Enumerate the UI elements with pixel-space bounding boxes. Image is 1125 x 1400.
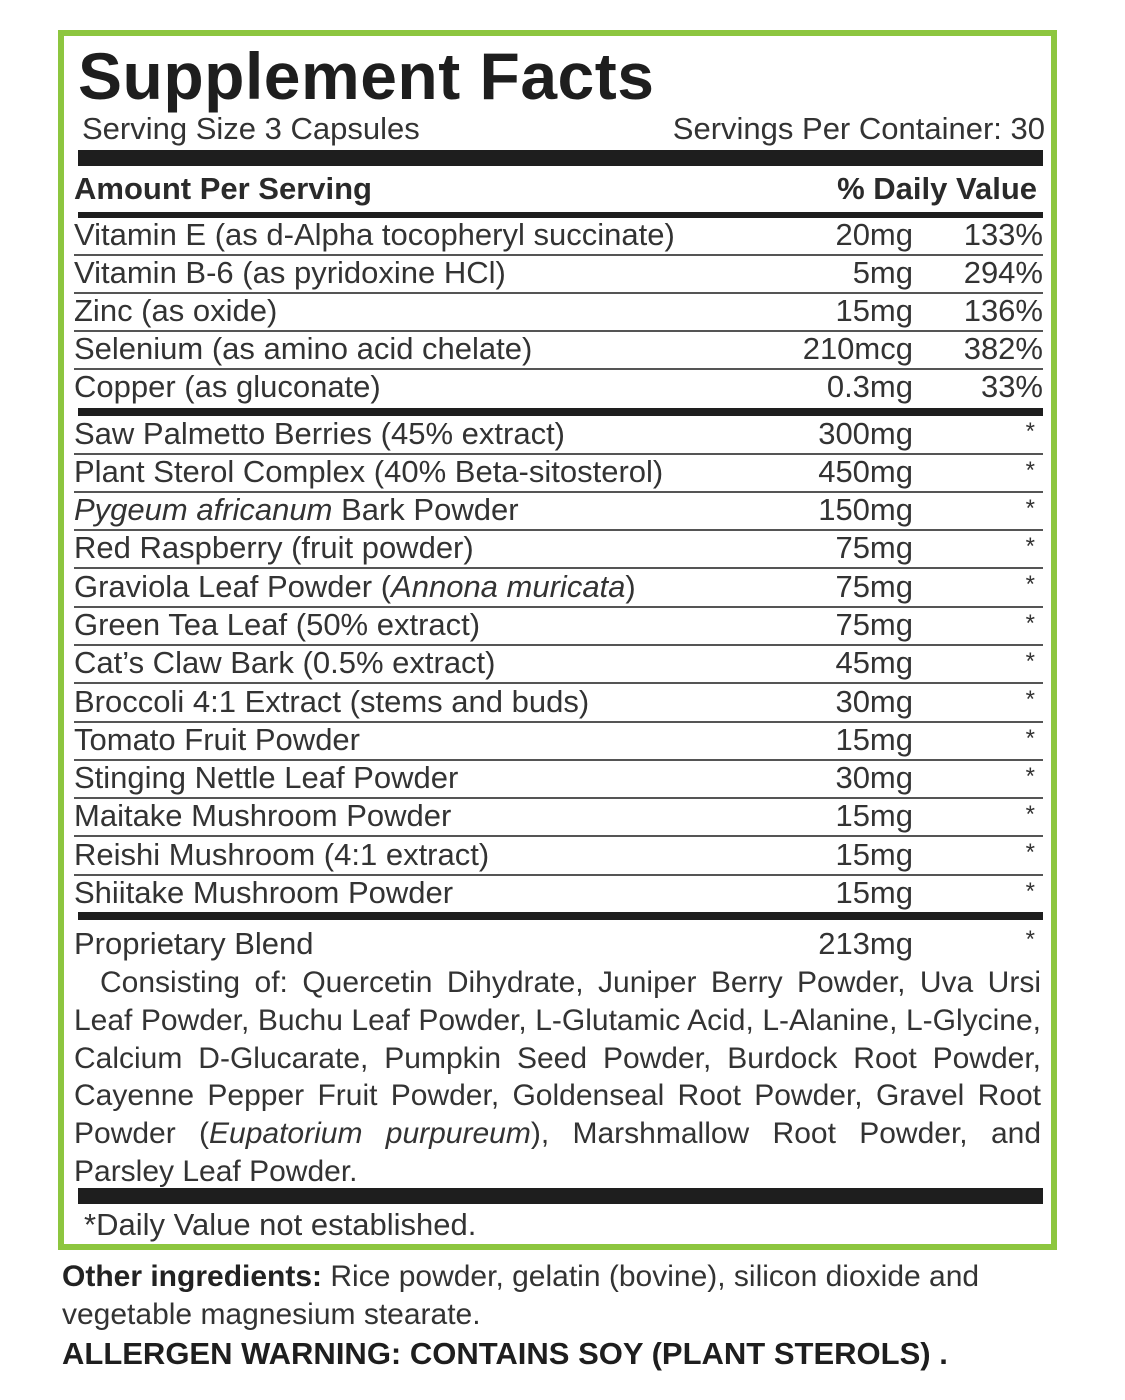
thick-rule-top bbox=[78, 150, 1043, 166]
blend-text-italic: Eupatorium purpureum bbox=[209, 1117, 531, 1151]
ingredient-amount: 75mg bbox=[835, 569, 913, 604]
ingredient-name bbox=[74, 569, 636, 605]
supplement-facts-panel bbox=[58, 30, 1057, 1250]
daily-value-star: * bbox=[1025, 610, 1035, 637]
daily-value-star: * bbox=[1025, 763, 1035, 790]
ingredient-row bbox=[74, 684, 1043, 723]
daily-value-footnote: *Daily Value not established. bbox=[84, 1207, 477, 1242]
ingredient-amount: 30mg bbox=[835, 760, 913, 795]
daily-value-star: * bbox=[1025, 495, 1035, 522]
ingredient-name: Broccoli 4:1 Extract (stems and buds) bbox=[74, 684, 590, 719]
ingredient-amount: 450mg bbox=[818, 454, 913, 489]
daily-value-star: * bbox=[1025, 926, 1035, 953]
vitamin-daily-value: 294% bbox=[963, 255, 1043, 290]
ingredient-amount: 30mg bbox=[835, 684, 913, 719]
vitamin-name: Copper (as gluconate) bbox=[74, 369, 381, 404]
vitamin-name: Zinc (as oxide) bbox=[74, 293, 278, 328]
panel-title: Supplement Facts bbox=[78, 39, 655, 113]
proprietary-blend-row bbox=[74, 926, 1043, 966]
ingredient-row bbox=[74, 646, 1043, 684]
ingredient-amount: 15mg bbox=[835, 798, 913, 833]
amount-per-serving-header: Amount Per Serving bbox=[74, 171, 372, 206]
vitamin-row bbox=[74, 332, 1043, 370]
servings-per-container: Servings Per Container: 30 bbox=[672, 111, 1045, 146]
ingredient-amount: 300mg bbox=[818, 416, 913, 451]
ingredient-name: Shiitake Mushroom Powder bbox=[74, 875, 454, 910]
vitamin-name: Vitamin E (as d-Alpha tocopheryl succinate) bbox=[74, 217, 675, 252]
ingredient-amount: 45mg bbox=[835, 645, 913, 680]
ingredient-row bbox=[74, 569, 1043, 608]
vitamin-row bbox=[74, 256, 1043, 294]
blend-text-end: ), Marshmallow Root Powder, and Parsley Leaf Powder. bbox=[74, 1117, 1041, 1188]
ingredient-name: Maitake Mushroom Powder bbox=[74, 798, 452, 833]
daily-value-star: * bbox=[1025, 457, 1035, 484]
ingredient-name: Plant Sterol Complex (40% Beta-sitosterol) bbox=[74, 454, 664, 489]
vitamin-amount: 15mg bbox=[835, 293, 913, 328]
blend-ingredients bbox=[74, 964, 1041, 1191]
ingredient-name bbox=[74, 492, 519, 528]
vitamin-daily-value: 33% bbox=[980, 369, 1043, 404]
ingredient-amount: 150mg bbox=[818, 492, 913, 527]
ingredient-name-italic: Pygeum africanum bbox=[74, 492, 333, 527]
ingredient-row bbox=[74, 723, 1043, 761]
vitamin-section-rule bbox=[78, 408, 1043, 416]
other-ingredients bbox=[62, 1258, 1066, 1334]
ingredient-row bbox=[74, 608, 1043, 646]
vitamin-name: Vitamin B-6 (as pyridoxine HCl) bbox=[74, 255, 506, 290]
ingredient-name-prefix: Graviola Leaf Powder ( bbox=[74, 569, 392, 604]
blend-amount: 213mg bbox=[818, 926, 913, 961]
vitamin-daily-value: 133% bbox=[963, 217, 1043, 252]
daily-value-header: % Daily Value bbox=[837, 171, 1037, 206]
daily-value-star: * bbox=[1025, 878, 1035, 905]
ingredient-amount: 75mg bbox=[835, 530, 913, 565]
vitamin-daily-value: 136% bbox=[963, 293, 1043, 328]
ingredient-amount: 15mg bbox=[835, 722, 913, 757]
ingredient-name: Tomato Fruit Powder bbox=[74, 722, 360, 757]
other-ingredients-label: Other ingredients: bbox=[62, 1260, 323, 1293]
ingredient-row bbox=[74, 416, 1043, 455]
ingredient-row bbox=[74, 531, 1043, 569]
daily-value-star: * bbox=[1025, 533, 1035, 560]
ingredient-name: Red Raspberry (fruit powder) bbox=[74, 530, 474, 565]
ingredient-section-rule bbox=[78, 912, 1043, 920]
ingredient-name: Stinging Nettle Leaf Powder bbox=[74, 760, 459, 795]
ingredient-amount: 15mg bbox=[835, 875, 913, 910]
vitamin-amount: 5mg bbox=[852, 255, 913, 290]
serving-size: Serving Size 3 Capsules bbox=[82, 111, 420, 146]
ingredient-row bbox=[74, 837, 1043, 876]
vitamin-row bbox=[74, 294, 1043, 332]
ingredient-rows bbox=[74, 416, 1043, 912]
ingredient-row bbox=[74, 455, 1043, 493]
ingredient-name: Green Tea Leaf (50% extract) bbox=[74, 607, 481, 642]
blend-text: Consisting of: Quercetin Dihydrate, Juniper Berry Powder, Uva Ursi Leaf Powder, Buchu Leaf Powder, L-Glutamic Acid, L-Alanine, L-Glycine, Calcium D-Glucarate, Pumpkin Seed Powder, Burdock Root Powder, Cayenne Pepper Fruit Powder, Goldenseal Root Powder, Gravel Root Powder ( bbox=[74, 966, 1041, 1151]
ingredient-name-rest: Bark Powder bbox=[332, 492, 519, 527]
ingredient-name: Cat’s Claw Bark (0.5% extract) bbox=[74, 645, 496, 680]
ingredient-name: Saw Palmetto Berries (45% extract) bbox=[74, 416, 566, 451]
ingredient-amount: 75mg bbox=[835, 607, 913, 642]
ingredient-name: Reishi Mushroom (4:1 extract) bbox=[74, 837, 490, 872]
vitamin-daily-value: 382% bbox=[963, 331, 1043, 366]
ingredient-row bbox=[74, 799, 1043, 837]
ingredient-row bbox=[74, 493, 1043, 531]
vitamin-amount: 210mcg bbox=[802, 331, 913, 366]
vitamin-row bbox=[74, 370, 1043, 406]
daily-value-star: * bbox=[1025, 725, 1035, 752]
vitamin-rows bbox=[74, 218, 1043, 406]
ingredient-row bbox=[74, 761, 1043, 799]
ingredient-name-rest: ) bbox=[625, 569, 636, 604]
ingredient-name-italic: Annona muricata bbox=[391, 569, 626, 604]
daily-value-star: * bbox=[1025, 801, 1035, 828]
daily-value-star: * bbox=[1025, 418, 1035, 445]
vitamin-amount: 0.3mg bbox=[826, 369, 913, 404]
thick-rule-bottom bbox=[78, 1188, 1043, 1204]
vitamin-name: Selenium (as amino acid chelate) bbox=[74, 331, 533, 366]
daily-value-star: * bbox=[1025, 839, 1035, 866]
ingredient-amount: 15mg bbox=[835, 837, 913, 872]
blend-name: Proprietary Blend bbox=[74, 926, 314, 961]
other-ingredients-text: Rice powder, gelatin (bovine), silicon dioxide and vegetable magnesium stearate. bbox=[62, 1260, 980, 1331]
vitamin-row bbox=[74, 218, 1043, 256]
daily-value-star: * bbox=[1025, 686, 1035, 713]
vitamin-amount: 20mg bbox=[835, 217, 913, 252]
daily-value-star: * bbox=[1025, 571, 1035, 598]
ingredient-row bbox=[74, 876, 1043, 912]
allergen-warning: ALLERGEN WARNING: CONTAINS SOY (PLANT STEROLS) . bbox=[62, 1336, 948, 1371]
daily-value-star: * bbox=[1025, 648, 1035, 675]
